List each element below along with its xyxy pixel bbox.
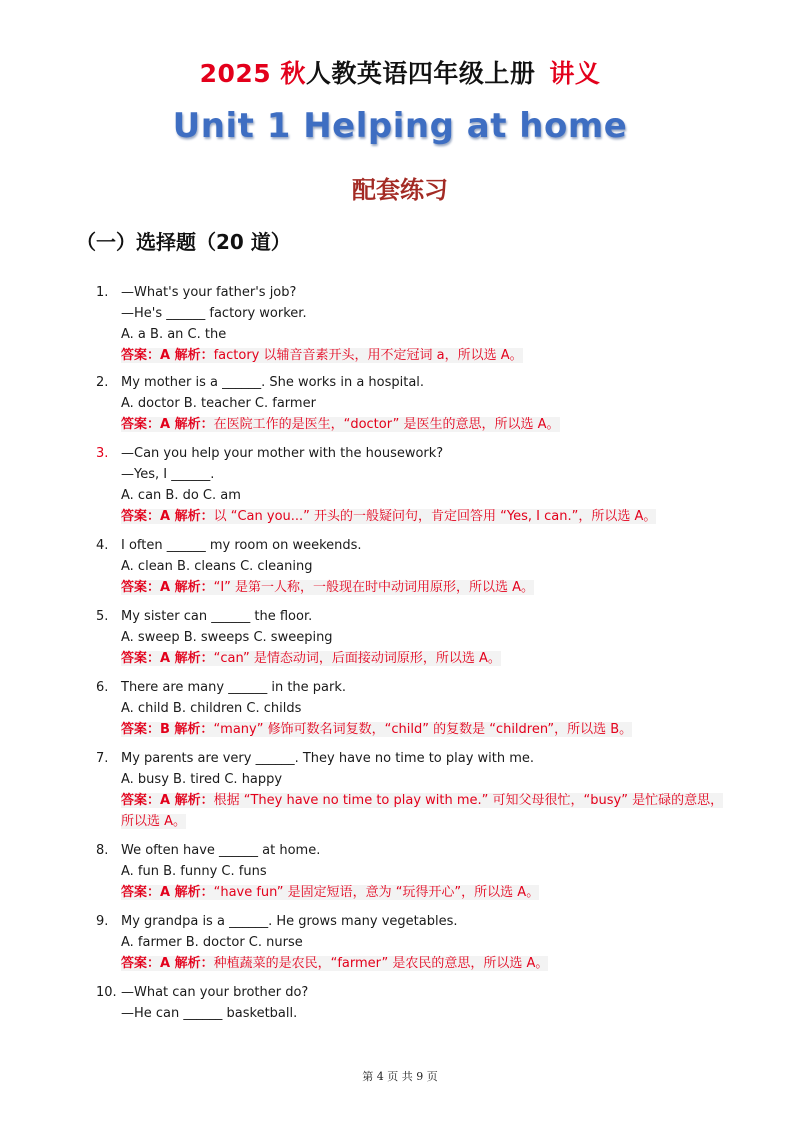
question-number: 10. [96, 985, 117, 1000]
question-body [121, 677, 736, 740]
question-number: 7. [96, 751, 109, 766]
answer-text: “have fun” 是固定短语，意为 “玩得开心”，所以选 A。 [213, 885, 540, 900]
question-options: A. fun B. funny C. funs [121, 864, 267, 879]
question-text: —Yes, I ______. [121, 467, 215, 482]
answer-label: 答案：A 解析： [121, 348, 214, 363]
answer-label: 答案：A 解析： [121, 417, 214, 432]
question-number: 1. [96, 285, 109, 300]
question-text: —What's your father's job? [121, 285, 297, 300]
question-text: We often have ______ at home. [121, 843, 321, 858]
question-text: I often ______ my room on weekends. [121, 538, 362, 553]
question-text: —He can ______ basketball. [121, 1006, 298, 1021]
question-number: 8. [96, 843, 109, 858]
question-body [121, 282, 736, 366]
question-body [121, 840, 736, 903]
question-text: My sister can ______ the floor. [121, 609, 313, 624]
question-options: A. child B. children C. childs [121, 701, 302, 716]
question-text: My parents are very ______. They have no time to play with me. [121, 751, 535, 766]
question-options: A. doctor B. teacher C. farmer [121, 396, 316, 411]
answer-label: 答案：A 解析： [121, 885, 214, 900]
answer-label: 答案：B 解析： [121, 722, 214, 737]
answer-explanation [121, 882, 733, 903]
question-options: A. a B. an C. the [121, 327, 227, 342]
question-options: A. clean B. cleans C. cleaning [121, 559, 313, 574]
answer-explanation [121, 506, 733, 527]
question-body [121, 982, 736, 1024]
answer-text: “I” 是第一人称，一般现在时中动词用原形，所以选 A。 [213, 580, 535, 595]
answer-explanation [121, 790, 733, 832]
sub-title: 配套练习 [352, 175, 448, 204]
page-footer: 第 4 页 共 9 页 [362, 1070, 438, 1083]
question-number: 5. [96, 609, 109, 624]
answer-label: 答案：A 解析： [121, 956, 214, 971]
question-options: A. can B. do C. am [121, 488, 241, 503]
question-text: —He's ______ factory worker. [121, 306, 307, 321]
title-tail: 讲义 [549, 59, 601, 88]
question-body [121, 372, 736, 435]
question-text: My mother is a ______. She works in a hospital. [121, 375, 425, 390]
title-main: 人教英语四年级上册 [305, 59, 536, 88]
question-options: A. sweep B. sweeps C. sweeping [121, 630, 333, 645]
answer-text: factory 以辅音音素开头，用不定冠词 a，所以选 A。 [213, 348, 523, 363]
question-number: 9. [96, 914, 109, 929]
question-options: A. busy B. tired C. happy [121, 772, 283, 787]
question-body [121, 606, 736, 669]
section-title: （一）选择题（20 道） [76, 230, 291, 254]
question-body [121, 443, 736, 527]
question-options: A. farmer B. doctor C. nurse [121, 935, 303, 950]
unit-title: Unit 1 Helping at home [172, 106, 628, 146]
question-body [121, 535, 736, 598]
answer-text: 在医院工作的是医生，“doctor” 是医生的意思，所以选 A。 [213, 417, 560, 432]
question-number: 2. [96, 375, 109, 390]
answer-explanation [121, 953, 733, 974]
answer-label: 答案：A 解析： [121, 651, 214, 666]
question-number: 4. [96, 538, 109, 553]
question-text: There are many ______ in the park. [121, 680, 347, 695]
answer-explanation [121, 719, 733, 740]
answer-text: 以 “Can you...” 开头的一般疑问句，肯定回答用 “Yes, I can.”，所以选 A。 [213, 509, 657, 524]
answer-label: 答案：A 解析： [121, 580, 214, 595]
question-body [121, 911, 736, 974]
answer-label: 答案：A 解析： [121, 793, 214, 808]
question-number: 3. [96, 446, 109, 461]
question-text: —Can you help your mother with the housework? [121, 446, 444, 461]
question-number: 6. [96, 680, 109, 695]
title-year: 2025 秋 [199, 59, 306, 88]
answer-explanation [121, 414, 733, 435]
document-title [0, 54, 800, 90]
answer-explanation [121, 345, 733, 366]
answer-text: 根据 “They have no time to play with me.” 可知父母很忙，“busy” 是忙碌的意思，所以选 A。 [121, 793, 724, 829]
question-text: —What can your brother do? [121, 985, 309, 1000]
answer-text: “many” 修饰可数名词复数，“child” 的复数是 “children”，所以选 B。 [213, 722, 633, 737]
question-body [121, 748, 736, 832]
answer-explanation [121, 648, 733, 669]
answer-label: 答案：A 解析： [121, 509, 214, 524]
answer-text: 种植蔬菜的是农民，“farmer” 是农民的意思，所以选 A。 [213, 956, 549, 971]
answer-explanation [121, 577, 733, 598]
answer-text: “can” 是情态动词，后面接动词原形，所以选 A。 [213, 651, 501, 666]
question-text: My grandpa is a ______. He grows many vegetables. [121, 914, 458, 929]
